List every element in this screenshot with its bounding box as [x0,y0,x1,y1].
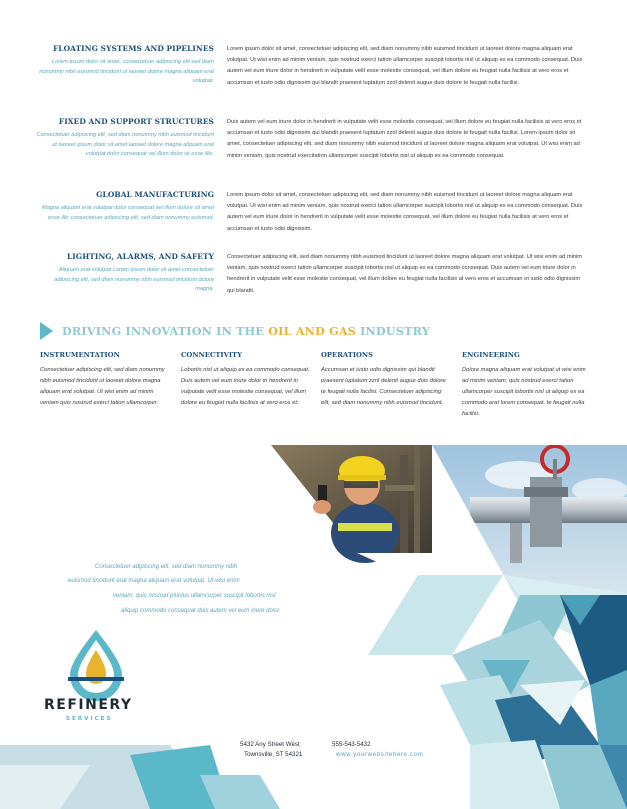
contact-block [332,740,423,760]
quote-line: aliquip commodo consequat duis autem vel eum iriure dolor. [121,608,281,614]
logo-tagline: SERVICES [66,716,113,722]
decorative-artwork [0,445,627,809]
service-intro [34,190,214,223]
service-intro [34,44,214,87]
feature-column-title: ENGINEERING [462,351,520,359]
section-heading: FLOATING SYSTEMS AND PIPELINES [52,44,214,53]
section-heading: FIXED AND SUPPORT STRUCTURES [58,117,214,126]
feature-column-text: Dolore magna aliquam erat volutpat ut wisi enim ad minim veniam, quis nostrud exerci tation ullamcorper suscipit lobortis nisl ut aliquip ex ea commodo erat lorem consequat. te feugait nulla facilisi. [462,367,586,417]
section-heading: GLOBAL MANUFACTURING [96,190,214,199]
feature-column [181,351,311,409]
feature-column [321,351,451,409]
address-line: 5432 Any Street West [240,741,300,748]
section-subtitle: Aliquam erat volutpat Lorem ipsum dolor sit amet consectetuer adipiscing elit, sed diam nonummy nibh euismod tincidunt dolore magna. [54,267,214,293]
service-intro [34,252,214,295]
feature-column-text: Consectetuer adipiscing elit, sed diam nonummy nibh euismod tincidunt ut laoreet dolore magna aliquam erat volutpat. Ut wisi enim ad minim veniam quis nostrud exerci tation ullamcorper. [40,367,165,406]
feature-column [462,351,592,420]
worker-photo [271,445,432,563]
band-heading-part2: INDUSTRY [356,324,430,338]
quote-line: veniam, quis nostrud pluriius ullamcorper suscipit lobortis nisl [113,593,276,599]
section-subtitle: Lorem ipsum dolor sit amet, consectetuer adipiscing elit sed diam nonummy nibh euismod tincidunt ut laoreet dolore magna aliquam erat volutpat. [39,59,214,85]
band-heading [62,324,430,338]
section-body: Consectetuer adipiscing elit, sed diam nonummy nibh euismod tincidunt ut laoreet dolore magna aliquam erat volutpat. Ut wisi enim ad minim veniam, quis nostrud exerci tation ullamcorper suscipit lobortis nisl ut aliquip ex ea commodo consequat. Duis autem vel eum iriure dolor in hendrerit in vulputate velit esse molestie consequat, vel illum dolore eu feugiat nulla facilisis at vero eros et accumsan et iusto odio dignissim qui blandit. [227,254,583,294]
play-arrow-icon [40,322,53,340]
section-body: Duis autem vel eum iriure dolor in hendrerit in vulputate velit esse molestie consequat, vel illum dolore eu feugiat nulla facilisis at vero eros et accumsan et iusto odio dignissim qui blandit praesent luptatum zzril delenit augue duis dolore te feugait nulla facilisi. Lorem ipsum dolor sit amet, consectetuer adipiscing elit, sed diam nonummy nibh euismod tincidunt ut laoreet dolore magna aliquam erat volutpat. Ut wisi enim ad minim veniam, quis nostrud exercitation ullamcorper suscipit lobortis nisl ut aliquip ex ea commodo consequat. [227,119,582,159]
feature-column-text: Lobortis nisl ut aliquip ex ea commodo consequat. Duis autem vel eum iriure dolor in hendrerit in vulputate velit esse molestie consequat, vel illum dolore eu feugiat nulla facilisis at vero eros et. [181,367,310,406]
section-subtitle: Consectetuer adipiscing elit, sed diam nonummy nibh euismod tincidunt ut laoreet ipsum dolor sit amet laoreet dolore magna aliquam erat volutpat dolor consequat vel illum dolor sit esse illic. [36,132,214,158]
quote-line: euismod tincidunt erat magna aliquam erat volutpat. Ut wisi enim [68,578,240,584]
section-body: Lorem ipsum dolor sit amet, consectetuer adipiscing elit, sed diam nonummy nibh euismod tincidunt ut laoreet dolore magna aliquam erat volutpat. Ut wisi enim ad minim veniam, quis nostrud exerci tation ullamcorper suscipit lobortis nisl ut aliquip ex ea commodo consequat. Duis autem vel eum iriure dolor in hendrerit in vulputate velit esse molestie consequat, vel illum dolore eu feugiat nulla facilisis at vero eros et accumsan et iusto odio dignissim. [227,192,583,232]
website-link[interactable]: www.yourwebsitehere.com [336,751,424,758]
band-heading-highlight: OIL AND GAS [268,324,356,338]
section-body: Lorem ipsum dolor sit amet, consectetuer adipiscing elit, sed diam nonummy nibh euismod tincidunt ut laoreet dolore magna aliquam erat volutpat. Ut wisi enim ad minim veniam, quis nostrud exerci tation ullamcorper suscipit lobortis nisl ut aliquip ex ea commodo consequat. Duis autem vel eum iriure dolor in hendrerit in vulputate velit esse molestie consequat, vel illum dolore eu feugiat nulla facilisis at vero eros et accumsan et iusto odio dignissim qui blandit praesent luptatum zzril delenit augue duis dolore te feugait nulla facilisi. [227,46,583,86]
phone-number: 555-543-5432 [332,741,371,748]
address-block [240,740,302,760]
section-heading: LIGHTING, ALARMS, AND SAFETY [66,252,214,261]
logo-wordmark: REFINERY [44,697,133,713]
quote-line: Consectetuer adipiscing elit, sed diam nonummy nibh [95,564,238,570]
band-heading-part1: DRIVING INNOVATION IN THE [62,324,269,338]
feature-column [40,351,170,409]
feature-column-title: OPERATIONS [321,351,374,359]
section-subtitle: Magna aliquam erat volutpat dolor consequat vel illum dolore sit amet esse illic consectetuer adipiscing elit, sed diam nonummy euismod. [42,205,214,221]
address-line: Townsville, ST 54321 [244,751,303,758]
feature-column-title: INSTRUMENTATION [40,351,120,359]
service-intro [34,117,214,160]
feature-column-title: CONNECTIVITY [181,351,242,359]
refinery-logo-icon [68,630,124,701]
feature-column-text: Accumsan et iusto odio dignissim qui blandit praesent luptatum zzril delenit augue duis dolore te feugait nulla facilisi. Consectetuer adipiscing elit, sed diam nonummy nibh euismod tincidunt. [321,367,446,406]
